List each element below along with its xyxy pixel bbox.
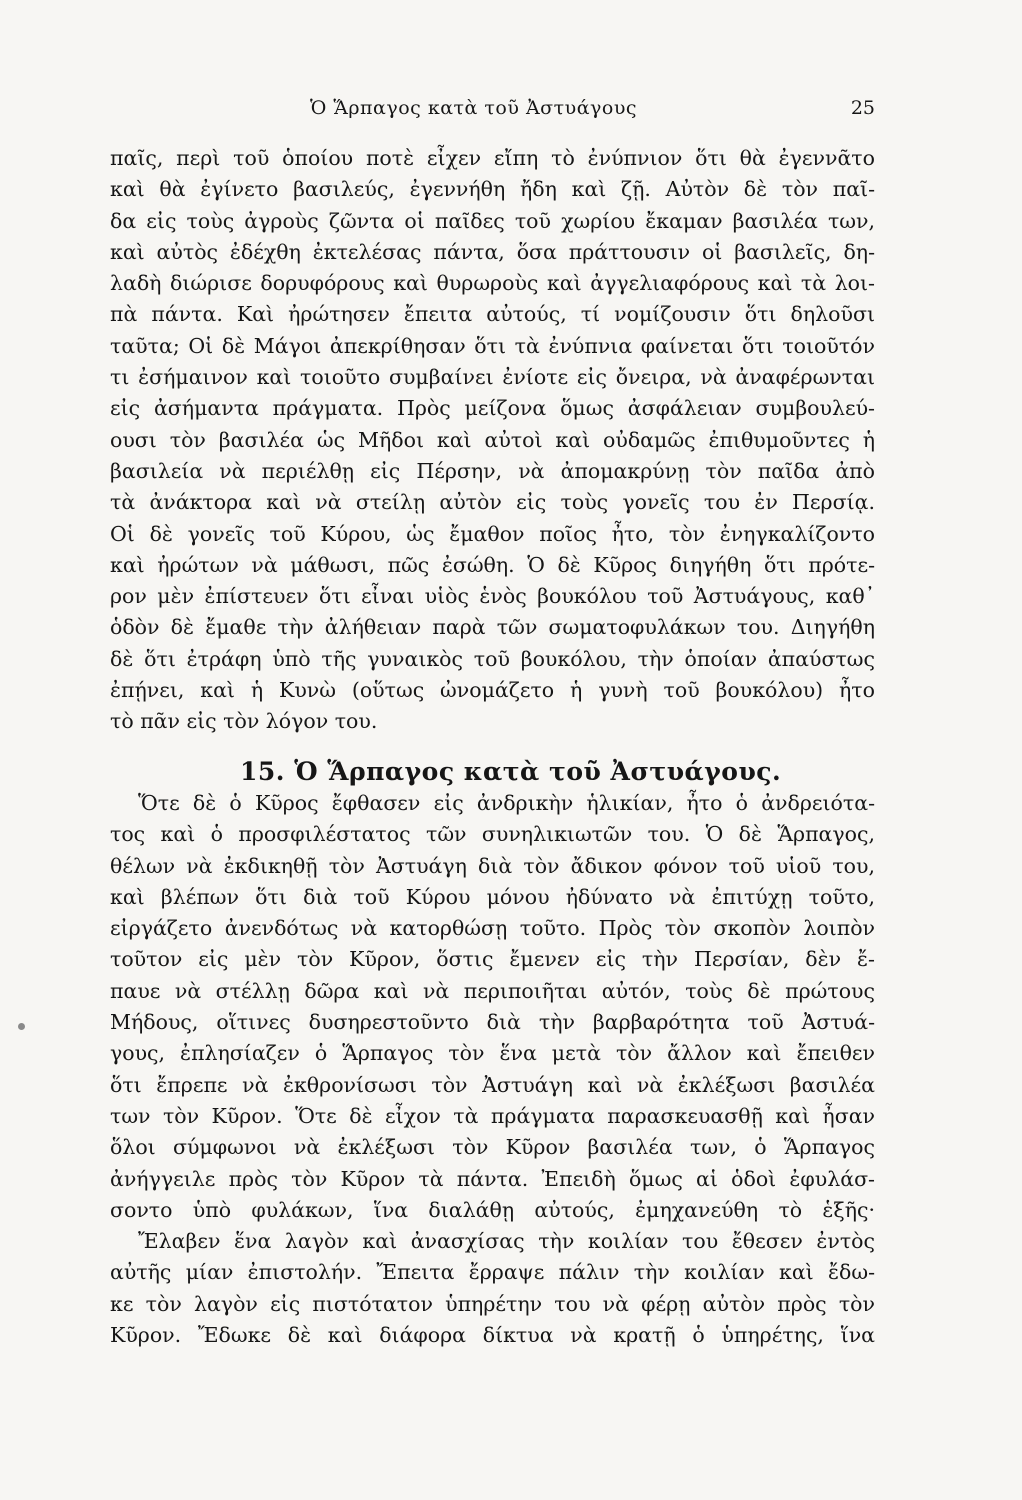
text-line: παυε νὰ στέλλῃ δῶρα καὶ νὰ περιποιῆται αὐτόν, τοὺς δὲ πρώτους (110, 978, 875, 1003)
text-line: εἰς ἀσήμαντα πράγματα. Πρὸς μείζονα ὅμως ἀσφάλειαν συμβουλεύ- (110, 396, 875, 421)
running-header (110, 97, 875, 123)
page-number: 25 (850, 97, 875, 119)
text-line: Κῦρον. Ἔδωκε δὲ καὶ διάφορα δίκτυα νὰ κρατῇ ὁ ὑπηρέτης, ἵνα (110, 1323, 875, 1348)
text-line: ταῦτα; Οἱ δὲ Μάγοι ἀπεκρίθησαν ὅτι τὰ ἐνύπνια φαίνεται ὅτι τοιοῦτόν (110, 333, 875, 358)
text-line: τὰ ἀνάκτορα καὶ νὰ στείλῃ αὐτὸν εἰς τοὺς γονεῖς του ἐν Περσίᾳ. (110, 490, 875, 515)
text-line: πὰ πάντα. Καὶ ἠρώτησεν ἔπειτα αὐτούς, τί νομίζουσιν ὅτι δηλοῦσι (110, 302, 875, 327)
text-line: ρον μὲν ἐπίστευεν ὅτι εἶναι υἱὸς ἑνὸς βουκόλου τοῦ Ἀστυάγους, καθ᾽ (110, 584, 875, 609)
text-line: τι ἐσήμαινον καὶ τοιοῦτο συμβαίνει ἐνίοτε εἰς ὄνειρα, νὰ ἀναφέρωνται (110, 365, 875, 390)
text-line: Ἔλαβεν ἕνα λαγὸν καὶ ἀνασχίσας τὴν κοιλίαν του ἔθεσεν ἐντὸς (138, 1229, 875, 1254)
text-line: δὲ ὅτι ἐτράφη ὑπὸ τῆς γυναικὸς τοῦ βουκόλου, τὴν ὁποίαν ἀπαύστως (110, 646, 875, 671)
text-line: τὸ πᾶν εἰς τὸν λόγον του. (110, 709, 378, 734)
text-line: ἀνήγγειλε πρὸς τὸν Κῦρον τὰ πάντα. Ἐπειδὴ ὅμως αἱ ὁδοὶ ἐφυλάσ- (110, 1166, 875, 1191)
paragraph-2 (110, 788, 875, 1351)
text-line: τος καὶ ὁ προσφιλέστατος τῶν συνηλικιωτῶν του. Ὁ δὲ Ἅρπαγος, (110, 822, 875, 847)
text-line: καὶ θὰ ἐγίνετο βασιλεύς, ἐγεννήθη ἤδη καὶ ζῇ. Αὐτὸν δὲ τὸν παῖ- (110, 177, 875, 202)
scan-speck (18, 1023, 25, 1030)
text-line: ουσι τὸν βασιλέα ὡς Μῆδοι καὶ αὐτοὶ καὶ οὐδαμῶς ἐπιθυμοῦντες ἡ (110, 427, 875, 452)
section-heading: 15. Ὁ Ἅρπαγος κατὰ τοῦ Ἀστυάγους. (240, 757, 782, 786)
text-line: ὅλοι σύμφωνοι νὰ ἐκλέξωσι τὸν Κῦρον βασιλέα των, ὁ Ἅρπαγος (110, 1135, 875, 1160)
text-line: ἐπῄνει, καὶ ἡ Κυνὼ (οὕτως ὠνομάζετο ἡ γυνὴ τοῦ βουκόλου) ἦτο (110, 678, 875, 703)
text-line: καὶ αὐτὸς ἐδέχθη ἐκτελέσας πάντα, ὅσα πράττουσιν οἱ βασιλεῖς, δη- (110, 239, 875, 264)
text-line: ὅτι ἔπρεπε νὰ ἐκθρονίσωσι τὸν Ἀστυάγη καὶ νὰ ἐκλέξωσι βασιλέα (110, 1072, 875, 1097)
text-line: εἰργάζετο ἀνενδότως νὰ κατορθώσῃ τοῦτο. Πρὸς τὸν σκοπὸν λοιπὸν (110, 916, 875, 941)
text-line: σοντο ὑπὸ φυλάκων, ἵνα διαλάθῃ αὐτούς, ἐμηχανεύθη τὸ ἑξῆς· (110, 1197, 875, 1222)
text-line: καὶ βλέπων ὅτι διὰ τοῦ Κύρου μόνου ἠδύνατο νὰ ἐπιτύχῃ τοῦτο, (110, 884, 875, 909)
running-title: Ὁ Ἅρπαγος κατὰ τοῦ Ἀστυάγους (310, 97, 638, 119)
text-line: γους, ἐπλησίαζεν ὁ Ἅρπαγος τὸν ἕνα μετὰ τὸν ἄλλον καὶ ἔπειθεν (110, 1041, 875, 1066)
text-line: Μήδους, οἵτινες δυσηρεστοῦντο διὰ τὴν βαρβαρότητα τοῦ Ἀστυά- (110, 1010, 875, 1035)
text-line: λαδὴ διώρισε δορυφόρους καὶ θυρωροὺς καὶ ἀγγελιαφόρους καὶ τὰ λοι- (110, 271, 875, 296)
text-line: δα εἰς τοὺς ἀγροὺς ζῶντα οἱ παῖδες τοῦ χωρίου ἔκαμαν βασιλέα των, (110, 208, 875, 233)
text-line: αὐτῆς μίαν ἐπιστολήν. Ἔπειτα ἔρραψε πάλιν τὴν κοιλίαν καὶ ἔδω- (110, 1260, 875, 1285)
text-line: τοῦτον εἰς μὲν τὸν Κῦρον, ὅστις ἔμενεν εἰς τὴν Περσίαν, δὲν ἔ- (110, 947, 875, 972)
text-line: παῖς, περὶ τοῦ ὁποίου ποτὲ εἶχεν εἴπη τὸ ἐνύπνιον ὅτι θὰ ἐγεννᾶτο (110, 146, 875, 170)
text-line: κε τὸν λαγὸν εἰς πιστότατον ὑπηρέτην του νὰ φέρῃ αὐτὸν πρὸς τὸν (110, 1291, 875, 1316)
text-line: των τὸν Κῦρον. Ὅτε δὲ εἶχον τὰ πράγματα παρασκευασθῇ καὶ ἦσαν (110, 1103, 875, 1128)
paragraph-1 (110, 143, 875, 738)
text-line: καὶ ἠρώτων νὰ μάθωσι, πῶς ἐσώθη. Ὁ δὲ Κῦρος διηγήθη ὅτι πρότε- (110, 552, 875, 577)
text-line: Ὅτε δὲ ὁ Κῦρος ἔφθασεν εἰς ἀνδρικὴν ἡλικίαν, ἦτο ὁ ἀνδρειότα- (138, 791, 875, 815)
text-line: βασιλεία νὰ περιέλθῃ εἰς Πέρσην, νὰ ἀπομακρύνῃ τὸν παῖδα ἀπὸ (110, 458, 875, 483)
text-line: Οἱ δὲ γονεῖς τοῦ Κύρου, ὡς ἔμαθον ποῖος ἦτο, τὸν ἐνηγκαλίζοντο (110, 521, 875, 546)
text-line: θέλων νὰ ἐκδικηθῇ τὸν Ἀστυάγη διὰ τὸν ἄδικον φόνον τοῦ υἱοῦ του, (110, 853, 875, 878)
text-line: ὁδὸν δὲ ἔμαθε τὴν ἀλήθειαν παρὰ τῶν σωματοφυλάκων του. Διηγήθη (110, 615, 875, 640)
